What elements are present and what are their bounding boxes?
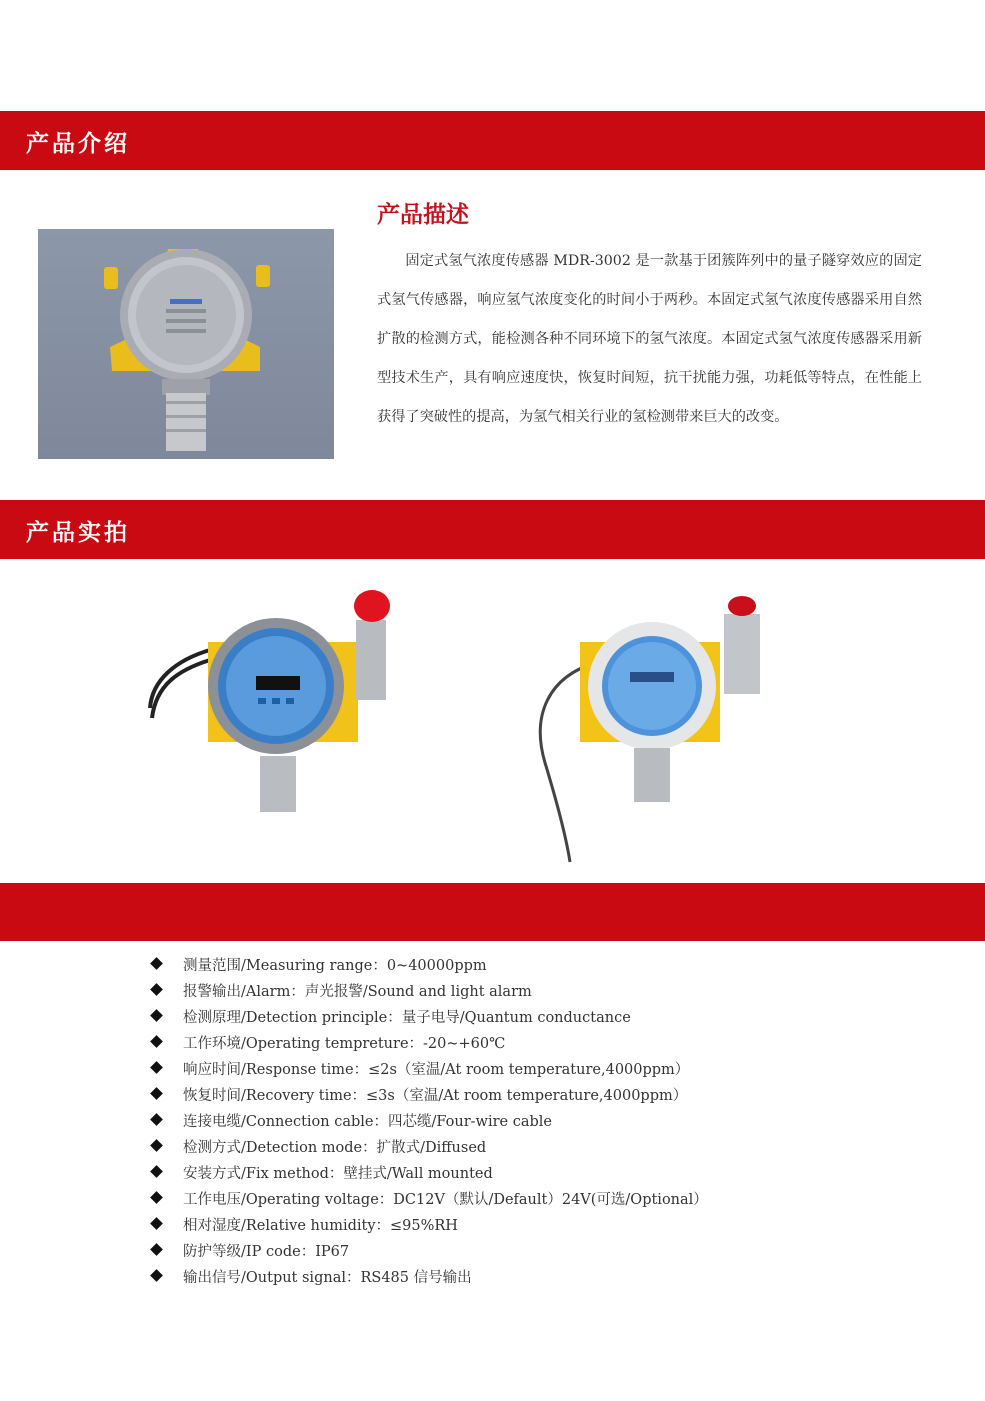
- spec-item: 防护等级/IP code：IP67: [150, 1239, 708, 1265]
- diamond-bullet-icon: [150, 1009, 163, 1022]
- sensor-device-illustration: [38, 229, 334, 459]
- diamond-bullet-icon: [150, 1087, 163, 1100]
- spec-item: 输出信号/Output signal：RS485 信号输出: [150, 1265, 708, 1291]
- section-band-specs: [0, 883, 985, 941]
- spec-item: 工作环境/Operating tempreture：-20~+60℃: [150, 1031, 708, 1057]
- spec-item: 检测原理/Detection principle：量子电导/Quantum conductance: [150, 1005, 708, 1031]
- spec-item: 检测方式/Detection mode：扩散式/Diffused: [150, 1135, 708, 1161]
- diamond-bullet-icon: [150, 1217, 163, 1230]
- product-photo-white-device: [528, 596, 768, 866]
- spec-item: 恢复时间/Recovery time：≤3s（室温/At room temperature,4000ppm）: [150, 1083, 708, 1109]
- sensor-white-illustration: [528, 596, 768, 866]
- diamond-bullet-icon: [150, 957, 163, 970]
- spec-item: 报警输出/Alarm：声光报警/Sound and light alarm: [150, 979, 708, 1005]
- section-title-intro: 产品介绍: [26, 131, 130, 157]
- diamond-bullet-icon: [150, 1165, 163, 1178]
- spec-item: 测量范围/Measuring range：0~40000ppm: [150, 953, 708, 979]
- spec-item: 响应时间/Response time：≤2s（室温/At room temperature,4000ppm）: [150, 1057, 708, 1083]
- diamond-bullet-icon: [150, 1139, 163, 1152]
- spec-item: 工作电压/Operating voltage：DC12V（默认/Default）24V(可选/Optional）: [150, 1187, 708, 1213]
- product-photo-grey-device: [148, 590, 408, 820]
- diamond-bullet-icon: [150, 983, 163, 996]
- description-heading: 产品描述: [377, 202, 469, 228]
- spec-item: 连接电缆/Connection cable：四芯缆/Four-wire cable: [150, 1109, 708, 1135]
- diamond-bullet-icon: [150, 1269, 163, 1282]
- section-title-photos: 产品实拍: [26, 520, 130, 546]
- diamond-bullet-icon: [150, 1243, 163, 1256]
- spec-list: [150, 953, 708, 1291]
- section-band-intro: [0, 111, 985, 170]
- description-body: 固定式氢气浓度传感器 MDR-3002 是一款基于团簇阵列中的量子隧穿效应的固定式氢气传感器，响应氢气浓度变化的时间小于两秒。本固定式氢气浓度传感器采用自然扩散的检测方式，能检测各种不同环境下的氢气浓度。本固定式氢气浓度传感器采用新型技术生产，具有响应速度快，恢复时间短，抗干扰能力强，功耗低等特点，在性能上获得了突破性的提高，为氢气相关行业的氢检测带来巨大的改变。: [377, 253, 922, 425]
- diamond-bullet-icon: [150, 1113, 163, 1126]
- sensor-grey-illustration: [148, 590, 408, 820]
- diamond-bullet-icon: [150, 1061, 163, 1074]
- spec-item: 安装方式/Fix method：壁挂式/Wall mounted: [150, 1161, 708, 1187]
- section-band-photos: [0, 500, 985, 559]
- product-photo-main: [38, 229, 334, 459]
- spec-item: 相对湿度/Relative humidity：≤95%RH: [150, 1213, 708, 1239]
- diamond-bullet-icon: [150, 1191, 163, 1204]
- diamond-bullet-icon: [150, 1035, 163, 1048]
